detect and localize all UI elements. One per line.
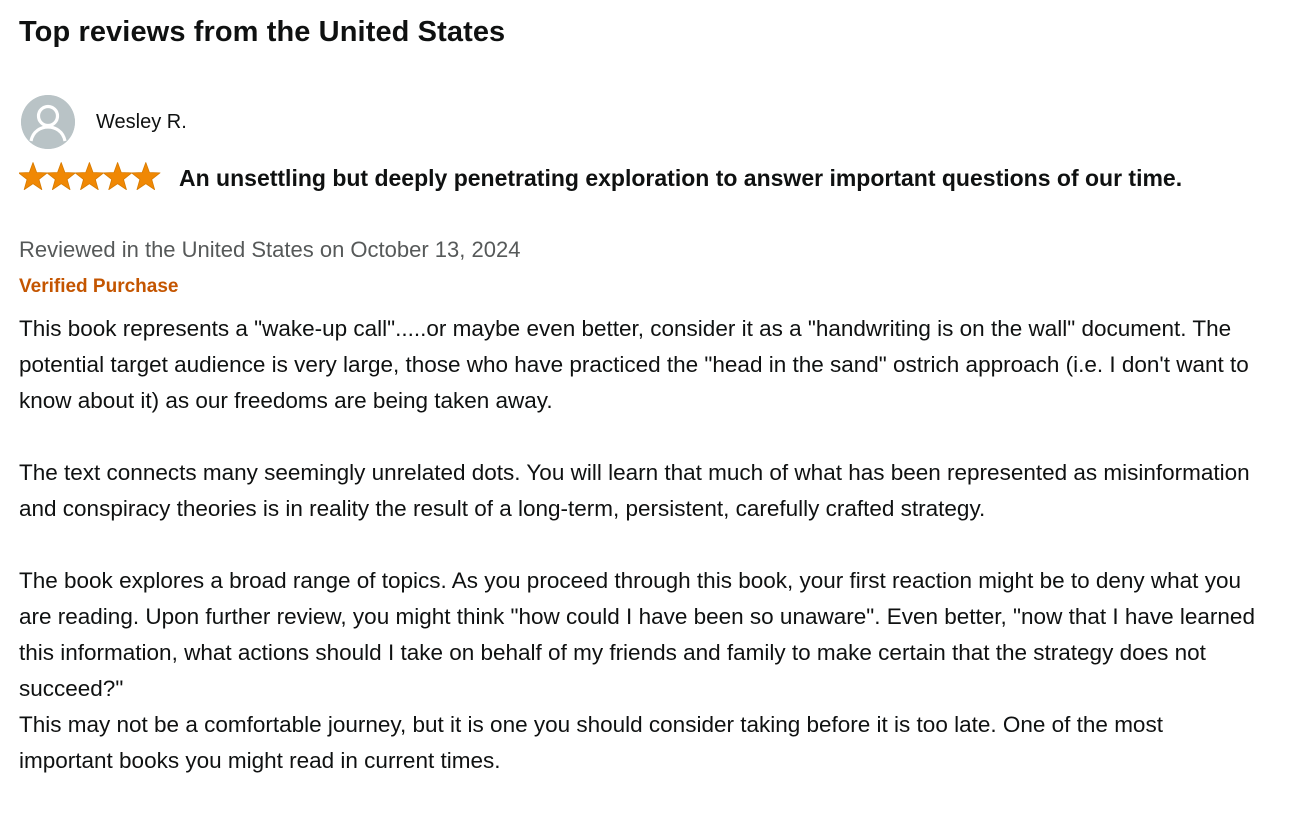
review-date: Reviewed in the United States on October 13, 2024 xyxy=(19,237,521,262)
review-header xyxy=(19,160,1234,196)
section-title: Top reviews from the United States xyxy=(19,16,506,48)
avatar[interactable] xyxy=(21,95,75,149)
paragraph-gap xyxy=(19,527,1259,563)
star-icon-group xyxy=(19,162,161,192)
star-icon xyxy=(103,163,132,190)
star-icon xyxy=(75,163,104,190)
review-paragraph: This book represents a "wake-up call".....or maybe even better, consider it as a "handwriting is on the wall" document. The potential target audience is very large, those who have practiced the "head in the sand" ostrich approach (i.e. I don't want to know about it) as our freedoms are being taken away. xyxy=(19,316,1249,413)
review-paragraph: This may not be a comfortable journey, but it is one you should consider taking before it is too late. One of the most important books you might read in current times. xyxy=(19,712,1163,773)
star-icon xyxy=(132,163,161,190)
star-icon xyxy=(19,163,47,190)
verified-purchase-badge[interactable]: Verified Purchase xyxy=(19,276,179,297)
user-icon xyxy=(21,95,75,149)
review-paragraph: The book explores a broad range of topics. As you proceed through this book, your first reaction might be to deny what you are reading. Upon further review, you might think "how could I have been so unaware". Even better, "now that I have learned this information, what actions should I take on behalf of my friends and family to make certain that the strategy does not succeed?" xyxy=(19,568,1255,701)
review-body xyxy=(19,311,1259,779)
review-paragraph: The text connects many seemingly unrelated dots. You will learn that much of what has been represented as misinformation and conspiracy theories is in reality the result of a long-term, persistent, carefully crafted strategy. xyxy=(19,460,1250,521)
reviewer-name[interactable]: Wesley R. xyxy=(96,111,187,133)
review-title[interactable]: An unsettling but deeply penetrating exploration to answer important questions of our time. xyxy=(179,165,1183,191)
star-icon xyxy=(47,163,76,190)
star-rating[interactable] xyxy=(19,162,161,192)
reviewer-profile[interactable] xyxy=(21,95,187,149)
paragraph-gap xyxy=(19,419,1259,455)
